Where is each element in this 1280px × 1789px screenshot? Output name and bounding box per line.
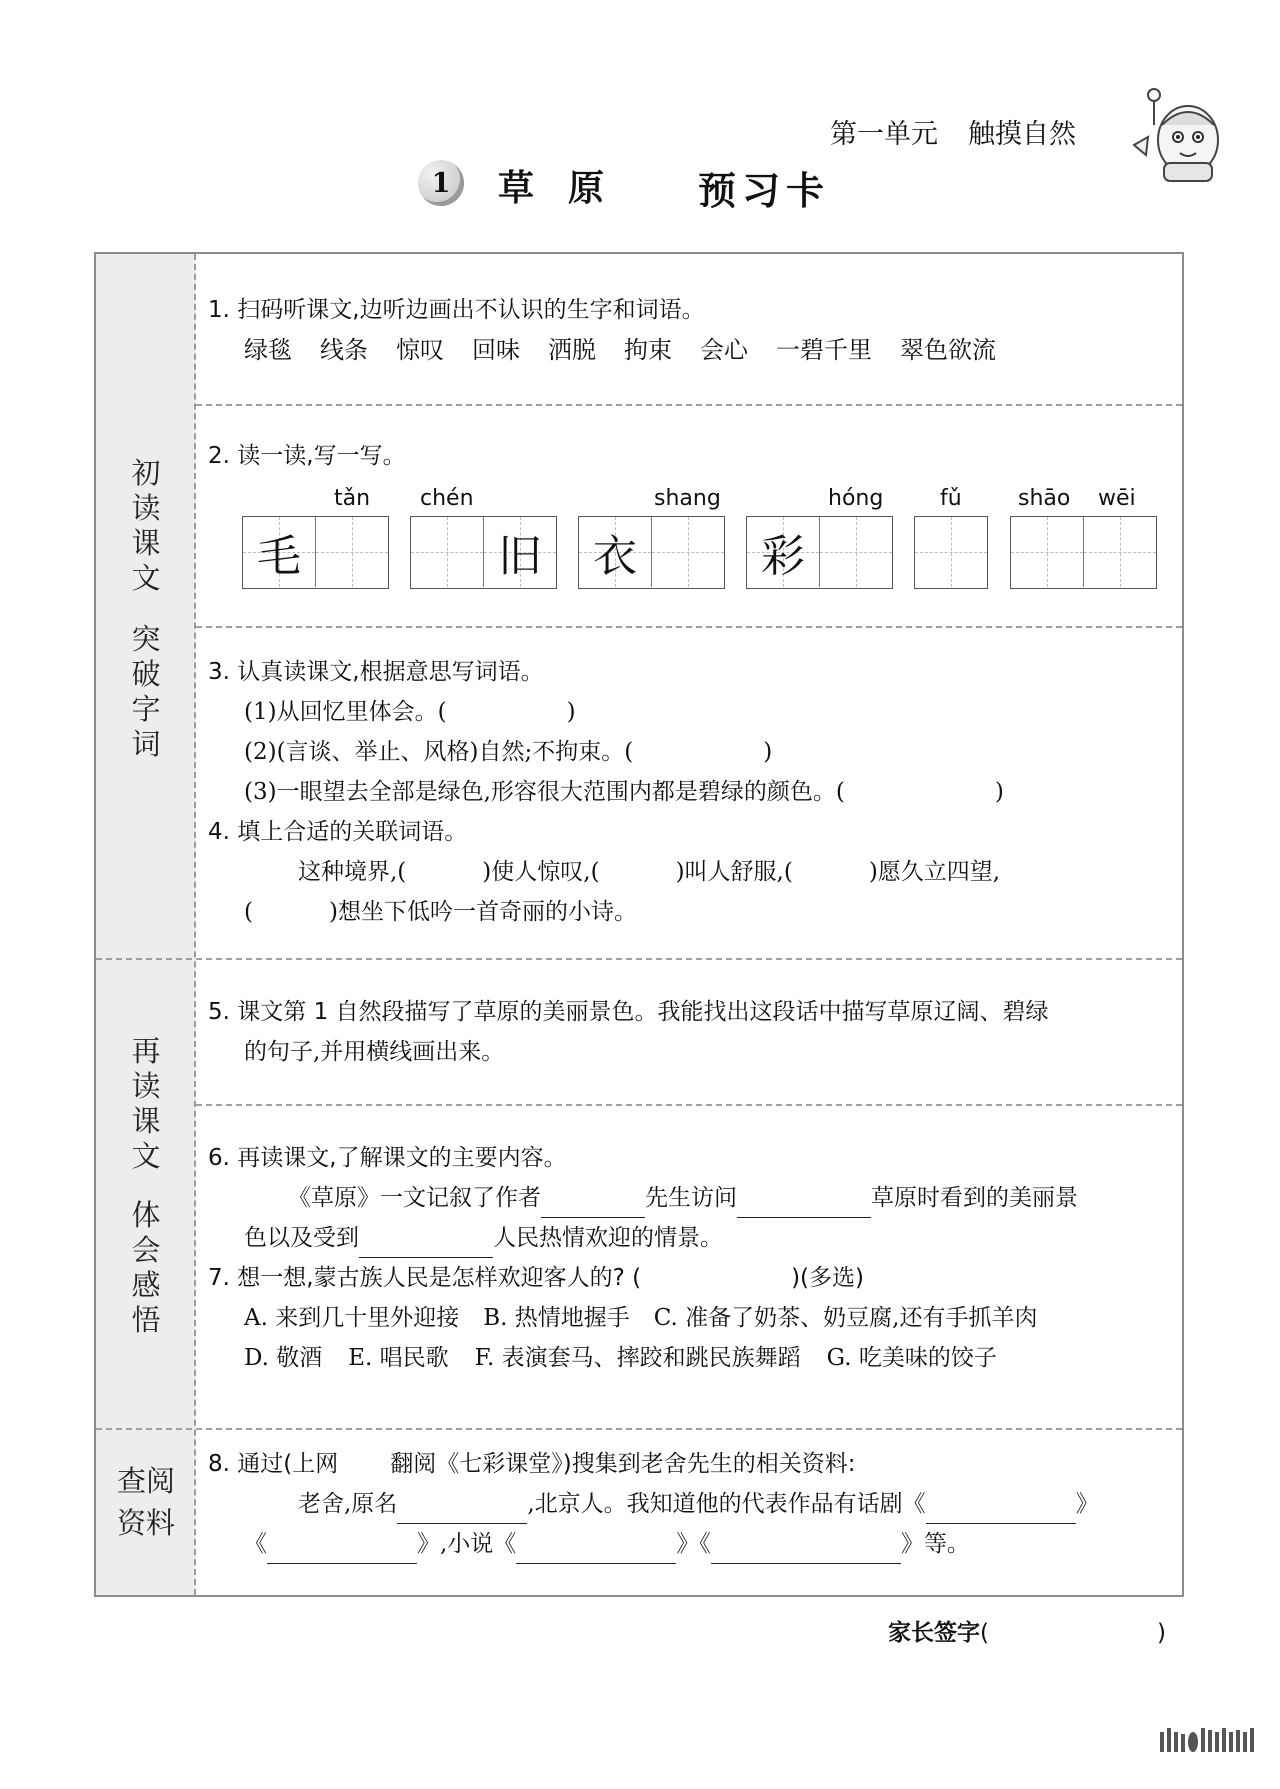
grid-char bbox=[915, 517, 987, 587]
section-first-read-col1 bbox=[96, 456, 196, 596]
q4-text: )愿久立四望, bbox=[868, 859, 1001, 885]
grid-char bbox=[820, 517, 892, 587]
q8-text: 》 bbox=[1075, 1491, 1099, 1517]
q7-option[interactable]: D. 敬酒 bbox=[244, 1345, 323, 1371]
card-title: 预习卡 bbox=[698, 169, 831, 213]
q3-item-3-close: ) bbox=[994, 779, 1004, 805]
q4-text: )想坐下低吟一首奇丽的小诗。 bbox=[328, 899, 637, 925]
sidebar-char: 感 bbox=[131, 1268, 161, 1302]
q3-item-1-close: ) bbox=[566, 699, 576, 725]
answer-blank[interactable] bbox=[359, 1231, 493, 1258]
sidebar-char: 读 bbox=[131, 1069, 161, 1103]
writing-grid[interactable] bbox=[746, 516, 893, 589]
q8-text: 》《 bbox=[676, 1531, 711, 1557]
q8-text: 《 bbox=[244, 1531, 267, 1557]
q6-line-2 bbox=[244, 1218, 723, 1258]
q5-line-2: 的句子,并用横线画出来。 bbox=[244, 1039, 505, 1065]
answer-blank[interactable] bbox=[267, 1537, 417, 1564]
sidebar-char: 文 bbox=[131, 1139, 161, 1173]
q1-word[interactable]: 绿毯 bbox=[244, 336, 292, 364]
grid-char: 衣 bbox=[593, 531, 637, 582]
q4-prompt: 4. 填上合适的关联词语。 bbox=[208, 819, 468, 845]
q1-word[interactable]: 洒脱 bbox=[548, 336, 596, 364]
q3-item-3 bbox=[244, 772, 1004, 812]
q7-text: 7. 想一想,蒙古族人民是怎样欢迎客人的? ( bbox=[208, 1265, 642, 1291]
signature-close: ) bbox=[1156, 1620, 1166, 1646]
q8-prompt bbox=[208, 1444, 855, 1484]
sidebar-char: 体 bbox=[131, 1198, 161, 1232]
divider bbox=[96, 1428, 1182, 1430]
q7-option[interactable]: F. 表演套马、摔跤和跳民族舞蹈 bbox=[474, 1345, 801, 1371]
sidebar-char: 再 bbox=[131, 1034, 161, 1068]
q5-line-1: 5. 课文第 1 自然段描写了草原的美丽景色。我能找出这段话中描写草原辽阔、碧绿 bbox=[208, 999, 1049, 1025]
q3-item-2-close: ) bbox=[763, 739, 773, 765]
section-research-col1: 查阅 bbox=[116, 1464, 175, 1498]
sidebar-char: 课 bbox=[131, 1104, 161, 1138]
section-first-read-col2 bbox=[96, 622, 196, 762]
q4-line-1 bbox=[298, 852, 1000, 892]
unit-heading bbox=[830, 112, 1076, 151]
answer-blank[interactable] bbox=[926, 1497, 1076, 1524]
section-second-read-col1 bbox=[96, 1034, 196, 1174]
q8-text: 》等。 bbox=[900, 1531, 970, 1557]
q8-text: 》,小说《 bbox=[417, 1531, 517, 1557]
q3-item-2 bbox=[244, 732, 772, 772]
answer-blank[interactable] bbox=[711, 1537, 901, 1564]
pinyin-shang: shang bbox=[654, 486, 721, 511]
pinyin-wei: wēi bbox=[1098, 486, 1136, 511]
answer-blank[interactable] bbox=[516, 1537, 676, 1564]
unit-name: 触摸自然 bbox=[968, 119, 1076, 150]
section-second-read-col2 bbox=[96, 1198, 196, 1338]
answer-blank[interactable] bbox=[541, 1191, 645, 1218]
sidebar-char: 课 bbox=[131, 526, 161, 560]
q7-prompt bbox=[208, 1258, 864, 1298]
q7-option[interactable]: C. 准备了奶茶、奶豆腐,还有手抓羊肉 bbox=[653, 1305, 1038, 1331]
q1-word[interactable]: 一碧千里 bbox=[776, 336, 872, 364]
divider bbox=[96, 958, 1182, 960]
q1-word-list bbox=[244, 330, 1024, 371]
q1-prompt: 1. 扫码听课文,边听边画出不认识的生字和词语。 bbox=[208, 297, 705, 323]
sidebar-char: 突 bbox=[131, 622, 161, 656]
q3-prompt: 3. 认真读课文,根据意思写词语。 bbox=[208, 659, 544, 685]
writing-grid[interactable] bbox=[410, 516, 557, 589]
divider bbox=[196, 1104, 1182, 1106]
q4-line-2 bbox=[244, 892, 637, 932]
q1-word[interactable]: 线条 bbox=[320, 336, 368, 364]
divider bbox=[196, 626, 1182, 628]
writing-grid[interactable] bbox=[1010, 516, 1157, 589]
sidebar-char: 词 bbox=[131, 727, 161, 761]
q6-text: 《草原》一文记叙了作者 bbox=[288, 1185, 541, 1211]
q1-word[interactable]: 拘束 bbox=[624, 336, 672, 364]
sidebar-char: 会 bbox=[131, 1233, 161, 1267]
pinyin-chen: chén bbox=[420, 486, 474, 511]
mascot-icon bbox=[1126, 85, 1236, 185]
grid-char: 彩 bbox=[761, 531, 805, 582]
q3-item-1-text: (1)从回忆里体会。( bbox=[244, 699, 447, 725]
q4-text: )叫人舒服,( bbox=[675, 859, 793, 885]
q6-text: 色以及受到 bbox=[244, 1225, 359, 1251]
q6-prompt: 6. 再读课文,了解课文的主要内容。 bbox=[208, 1145, 567, 1171]
sidebar-char: 文 bbox=[131, 561, 161, 595]
sidebar-char: 字 bbox=[131, 692, 161, 726]
answer-blank[interactable] bbox=[737, 1191, 871, 1218]
q6-text: 人民热情欢迎的情景。 bbox=[493, 1225, 723, 1251]
grid-char bbox=[411, 517, 483, 587]
q7-option[interactable]: E. 唱民歌 bbox=[348, 1345, 449, 1371]
q1-word[interactable]: 会心 bbox=[700, 336, 748, 364]
lesson-title: 草原 bbox=[498, 167, 639, 209]
q7-option[interactable]: B. 热情地握手 bbox=[483, 1305, 630, 1331]
pinyin-hong: hóng bbox=[828, 486, 884, 511]
sidebar-char: 初 bbox=[131, 456, 161, 490]
q8-text: ,北京人。我知道他的代表作品有话剧《 bbox=[527, 1491, 926, 1517]
q7-options-1 bbox=[244, 1298, 1037, 1338]
q7-options-2 bbox=[244, 1338, 997, 1378]
writing-grid[interactable] bbox=[914, 516, 988, 589]
sidebar-char: 悟 bbox=[131, 1303, 161, 1337]
grid-char: 旧 bbox=[498, 531, 542, 582]
pinyin-fu: fǔ bbox=[940, 486, 962, 511]
q8-line-1 bbox=[298, 1484, 1099, 1524]
q7-option[interactable]: G. 吃美味的饺子 bbox=[826, 1345, 997, 1371]
divider bbox=[196, 404, 1182, 406]
q1-word[interactable]: 翠色欲流 bbox=[900, 336, 996, 364]
q8-text: 翻阅《七彩课堂》)搜集到老舍先生的相关资料: bbox=[390, 1451, 856, 1477]
q8-line-2 bbox=[244, 1524, 970, 1564]
q7-multi: )(多选) bbox=[791, 1265, 864, 1291]
grid-char: 毛 bbox=[257, 531, 301, 582]
q3-item-3-text: (3)一眼望去全部是绿色,形容很大范围内都是碧绿的颜色。( bbox=[244, 779, 845, 805]
q6-text: 草原时看到的美丽景 bbox=[871, 1185, 1078, 1211]
q3-item-1 bbox=[244, 692, 576, 732]
grid-char bbox=[316, 517, 388, 587]
lesson-number: 1 bbox=[418, 160, 464, 206]
q3-item-2-text: (2)(言谈、举止、风格)自然;不拘束。( bbox=[244, 739, 634, 765]
section-research-col2: 资料 bbox=[116, 1506, 175, 1540]
q2-prompt: 2. 读一读,写一写。 bbox=[208, 443, 406, 469]
sidebar-char: 读 bbox=[131, 491, 161, 525]
q6-text: 先生访问 bbox=[645, 1185, 737, 1211]
q4-text: )使人惊叹,( bbox=[482, 859, 600, 885]
grid-char bbox=[1084, 517, 1156, 587]
answer-blank[interactable] bbox=[397, 1497, 527, 1524]
writing-grid[interactable] bbox=[578, 516, 725, 589]
q1-word[interactable]: 惊叹 bbox=[396, 336, 444, 364]
signature-label: 家长签字 bbox=[888, 1620, 980, 1646]
q1-word[interactable]: 回味 bbox=[472, 336, 520, 364]
writing-grid[interactable] bbox=[242, 516, 389, 589]
q8-text: 8. 通过(上网 bbox=[208, 1451, 339, 1477]
unit-label: 第一单元 bbox=[830, 119, 938, 150]
barcode-icon bbox=[1160, 1714, 1254, 1752]
q6-line-1 bbox=[288, 1178, 1078, 1218]
grid-char bbox=[652, 517, 724, 587]
q7-option[interactable]: A. 来到几十里外迎接 bbox=[244, 1305, 460, 1331]
sidebar-char: 破 bbox=[131, 657, 161, 691]
signature-open: ( bbox=[980, 1620, 989, 1646]
q4-text: 这种境界,( bbox=[298, 859, 407, 885]
parent-signature bbox=[888, 1614, 1166, 1647]
grid-char bbox=[1011, 517, 1083, 587]
q4-text: ( bbox=[244, 899, 253, 925]
q8-text: 老舍,原名 bbox=[298, 1491, 398, 1517]
pinyin-shao: shāo bbox=[1018, 486, 1071, 511]
pinyin-tan: tǎn bbox=[334, 486, 371, 511]
